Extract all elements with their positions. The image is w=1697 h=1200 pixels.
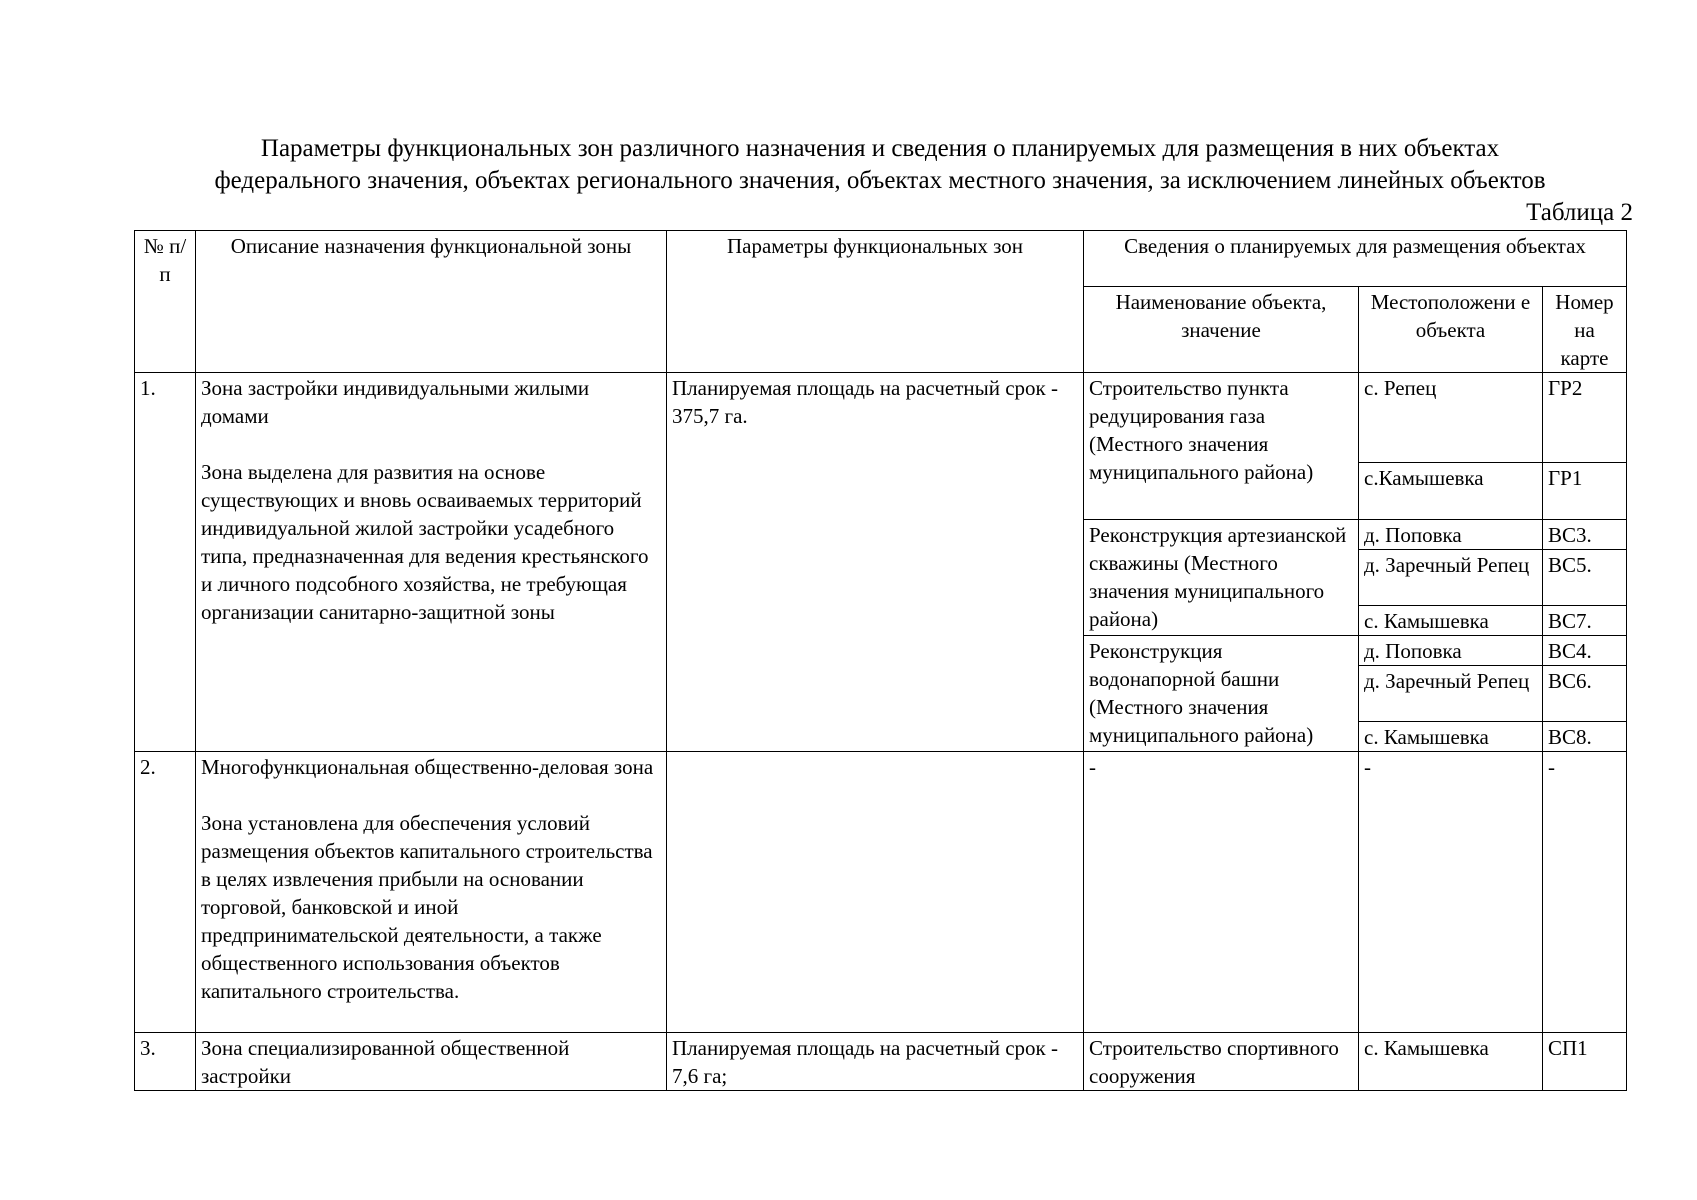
row-num: 2.	[135, 752, 196, 1033]
table-row	[135, 1033, 1627, 1091]
object-name: Реконструкция водонапорной башни (Местного значения муниципального района)	[1084, 636, 1359, 752]
object-map-number: ГР1	[1543, 463, 1627, 520]
header-num: № п/п	[135, 231, 196, 373]
object-map-number: СП1	[1543, 1033, 1627, 1091]
table-label: Таблица 2	[1526, 199, 1633, 226]
header-objects-group: Сведения о планируемых для размещения объектах	[1084, 231, 1627, 287]
zone-parameters: Планируемая площадь на расчетный срок - 375,7 га.	[667, 373, 1084, 752]
zone-description: Зона выделена для развития на основе существующих и вновь осваиваемых территорий индивидуальной жилой застройки усадебного типа, предназначенная для ведения крестьянского и личного подсобного хозяйства, не требующая организации санитарно-защитной зоны	[201, 460, 649, 624]
header-location: Местоположени е объекта	[1359, 287, 1543, 373]
object-location: с. Камышевка	[1359, 606, 1543, 636]
table-row	[135, 752, 1627, 1033]
document-title	[120, 133, 1640, 197]
zones-table	[134, 230, 1627, 1091]
header-map-number: Номер на карте	[1543, 287, 1627, 373]
object-map-number: ВС6.	[1543, 666, 1627, 722]
object-map-number: ГР2	[1543, 373, 1627, 463]
row-num: 3.	[135, 1033, 196, 1091]
object-map-number: ВС8.	[1543, 722, 1627, 752]
zone-cell	[196, 1033, 667, 1091]
object-map-number: ВС7.	[1543, 606, 1627, 636]
zone-title: Зона специализированной общественной застройки	[201, 1036, 570, 1088]
object-location: д. Заречный Репец	[1359, 550, 1543, 606]
object-location: д. Заречный Репец	[1359, 666, 1543, 722]
object-location: с. Камышевка	[1359, 722, 1543, 752]
zone-parameters: Планируемая площадь на расчетный срок - 7,6 га;	[667, 1033, 1084, 1091]
object-location: -	[1359, 752, 1543, 1033]
zone-title: Многофункциональная общественно-деловая зона	[201, 755, 654, 779]
title-line-1: Параметры функциональных зон различного назначения и сведения о планируемых для размещения в них объектах	[260, 135, 1500, 162]
object-name: Реконструкция артезианской скважины (Местного значения муниципального района)	[1084, 520, 1359, 636]
zone-parameters	[667, 752, 1084, 1033]
object-location: д. Поповка	[1359, 636, 1543, 666]
object-map-number: -	[1543, 752, 1627, 1033]
object-location: с.Камышевка	[1359, 463, 1543, 520]
object-location: с. Камышевка	[1359, 1033, 1543, 1091]
object-map-number: ВС5.	[1543, 550, 1627, 606]
table-row	[135, 373, 1627, 463]
header-object-name: Наименование объекта, значение	[1084, 287, 1359, 373]
object-map-number: ВС3.	[1543, 520, 1627, 550]
zone-title: Зона застройки индивидуальными жилыми домами	[201, 376, 590, 428]
zone-cell	[196, 373, 667, 752]
object-name: -	[1084, 752, 1359, 1033]
object-name: Строительство пункта редуцирования газа (Местного значения муниципального района)	[1084, 373, 1359, 520]
header-parameters: Параметры функциональных зон	[667, 231, 1084, 373]
object-location: д. Поповка	[1359, 520, 1543, 550]
row-num: 1.	[135, 373, 196, 752]
object-location: с. Репец	[1359, 373, 1543, 463]
zone-description: Зона установлена для обеспечения условий размещения объектов капитального строительства в целях извлечения прибыли на основании торговой, банковской и иной предпринимательской деятельности, а также общественного использования объектов капитального строительства.	[201, 811, 653, 1003]
object-map-number: ВС4.	[1543, 636, 1627, 666]
object-name: Строительство спортивного сооружения	[1084, 1033, 1359, 1091]
title-line-2: федерального значения, объектах регионального значения, объектах местного значения, за исключением линейных объектов	[214, 167, 1546, 194]
header-description: Описание назначения функциональной зоны	[196, 231, 667, 373]
table-header-row-1	[135, 231, 1627, 287]
zone-cell	[196, 752, 667, 1033]
